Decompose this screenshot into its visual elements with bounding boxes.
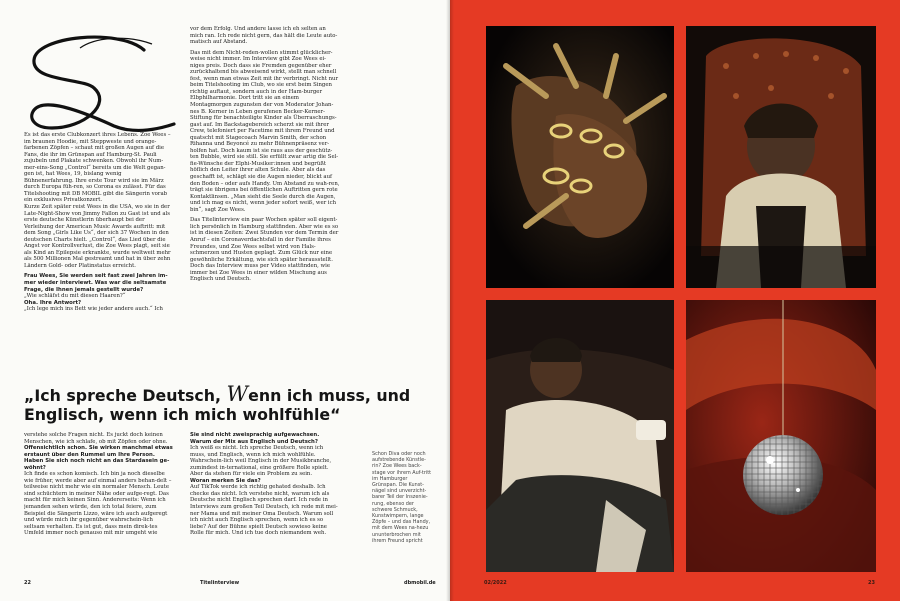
body-paragraph: Es ist das erste Clubkonzert ihres Lebens. Zoe Wees – im braunen Hoodie, mit Steppweste und orange-farbenen Zöpfen – schaut mit großen Augen auf die Fans, die ihr im Grünspan auf Hamburg-St. Pauli zujubeln und Plakate schwenken. Obwohl ihr Num-mer-eins-Song „Control“ bereits um die Welt gegan-gen ist, hat Wees, 19, bislang wenig Bühnenerfahrung. Ihre erste Tour wird sie im März durch Europa füh-ren, so Corona es zulässt. Für das Titelshooting mit DB MOBIL gibt die Sängerin vorab ein exklusives Privatkonzert. xyxy=(24,132,171,204)
body-paragraph: vor dem Erfolg. Und andere lasse ich eh selten an mich ran. Ich rede nicht gern, das hält die Leute auto-matisch auf Abstand. xyxy=(190,26,338,46)
pull-quote-part: „Ich spreche Deutsch, xyxy=(24,386,227,405)
disco-ball-photo xyxy=(686,300,876,572)
interview-answer: Ich weiß es nicht. Ich spreche Deutsch, wenn ich muss, und Englisch, wenn ich mich wohlfühle. Wahrschein-lich weil Englisch in der Musikbranche, zumindest in-ternational, eine größere Rolle spielt. Aber da stehen für viele ein Problem zu sein. xyxy=(190,445,332,478)
interview-question: Woran merken Sie das? xyxy=(190,477,261,484)
body-paragraph: Das mit dem Nicht-reden-wollen stimmt glücklicher-weise nicht immer. Im Interview gibt Zoe Wees ei-niges preis. Doch dass sie Fremden gegenüber eher zurückhaltend bis abweisend wirkt, stellt man schnell fest, wenn man etwas Zeit mit ihr verbringt. Nicht nur beim Titelshooting im Club, wo sie erst beim Singen richtig auftaut, sondern auch in der Ham-burger Elbphilharmonie. Dort tritt sie an einem Montagmorgen zugunsten der von Moderator Johan-nes B. Kerner in Leben gerufenen Becker-Kerner-Stiftung für benachteiligte Kinder als Überraschungs-gast auf. Im Backstagebereich scherzt sie mit ihrer Crew, telefoniert per Facetime mit ihrem Freund und quatscht mit Stagecoach Marvin Smith, der schon Rihanna und Beyoncé zu mehr Bühnenpräsenz ver-holfen hat. Doch kaum ist sie raus aus der geschütz-ten Bubble, wird sie still. Sie erfüllt zwar artig die Sel-fie-Wünsche der Elphi-Musiker:innen und begrüßt höflich den Leiter ihrer alten Schule. Aber als das geschafft ist, schlägt sie die Augen nieder, blickt auf den Boden – oder aufs Handy. Um Abstand zu wah-ren, trägt sie übrigens bei öffentlichen Auftritten gern rote Kontaktlinsen. „Man sieht die Seele durch die Augen, und ich mag es nicht, wenn jeder sofort weiß, wer ich bin“, sagt Zoe Wees. xyxy=(190,49,340,213)
singer-reclining-photo xyxy=(486,300,674,572)
interview-answer: verstehe solche Fragen nicht. Es juckt doch keinen Menschen, wie ich schlafe, ob mit Zöpfen oder ohne. xyxy=(24,432,168,445)
body-paragraph: Das Titelinterview ein paar Wochen später soll eigent-lich persönlich in Hamburg stattfinden. Aber wie es so ist in diesen Zeiten: Zwei Stunden vor dem Termin der Anruf – ein Coronaverdachtsfall in der Familie ihres Freundes, und Zoe Wees selbst wird von Hals-schmerzen und Husten geplagt. Zum Glück nur eine gewöhnliche Erkältung, wie sich später herausstellt. Doch das Interview muss per Video stattfinden, wie immer bei Zoe Wees in einer wilden Mischung aus Englisch und Deutsch. xyxy=(190,217,339,283)
interview-answer: Auf TikTok werde ich richtig gehated deshalb. Ich checke das nicht. Ich verstehe nicht, warum ich als Deutsche nicht Englisch sprechen darf. Ich rede in Interviews zum großen Teil Deutsch, ich rede mit mei-ner Mama und mit meiner Oma Deutsch. Warum soll ich nicht auch Englisch sprechen, wenn ich es so liebe? Auf der Bühne spielt Deutsch sowieso keine Rolle für mich. Und ich tue doch niemandem weh. xyxy=(190,484,338,537)
interview-answer: Ich finde es schon komisch. Ich bin ja noch dieselbe wie früher, werde aber auf einmal anders behan-delt – teilweise nicht mehr wie ein normaler Mensch. Leute sind schüchtern in meiner Nähe oder aufge-regt. Das macht für mich keinen Sinn. Andererseits: Wenn ich jemanden sehen würde, den ich total feiere, zum Beispiel die Sängerin Lizzo, wäre ich auch aufgeregt und würde mich ihr gegenüber wahrschein-lich seltsam verhalten. Es ist gut, dass mein direk-tes Umfeld immer noch genauso mit mir umgeht wie xyxy=(24,471,172,537)
hands-with-rings-photo xyxy=(486,26,674,288)
article-column-1 xyxy=(24,132,172,372)
interview-question: Offensichtlich schon. Sie wirken manchmal etwas erstaunt über den Rummel um Ihre Person. Haben Sie sich noch nicht an das Stardasein ge-wöhnt? xyxy=(24,445,173,471)
interview-question: Oha. Ihre Antwort? xyxy=(24,299,82,306)
website-label: dbmobil.de xyxy=(404,580,436,586)
interview-answer: „Wie schläfst du mit diesen Haaren?“ xyxy=(24,293,126,300)
interview-answer: „Ich lege mich ins Bett wie jeder andere auch.“ Ich xyxy=(24,306,163,313)
pull-quote-part: enn ich muss, und Englisch, wenn ich mich wohlfühle“ xyxy=(24,386,411,424)
interview-question: Frau Wees, Sie werden seit fast zwei Jahren im-mer wieder interviewt. Was war die seltsamste Frage, die Ihnen jemals gestellt wurde? xyxy=(24,273,168,293)
issue-date: 02/2022 xyxy=(484,580,507,586)
section-label: Titelinterview xyxy=(200,580,240,586)
page-gutter xyxy=(446,0,454,601)
photo-caption: Schon Diva oder noch aufstrebende Künstle-rin? Zoe Wees back-stage vor ihrem Auf-tritt im Hamburger Grünspan. Die Kunst-nägel sind unverzicht-barer Teil der Inszenie-rung, ebenso der schwere Schmuck, Kunstwimpern, lange Zöpfe – und das Handy, mit dem Wees na-hezu ununterbrochen mit ihrem Freund spricht xyxy=(372,451,432,544)
pull-quote-script-letter: W xyxy=(226,382,249,406)
article-column-3 xyxy=(24,432,174,580)
page-number-left: 22 xyxy=(24,580,31,586)
page-number-right: 23 xyxy=(868,580,875,586)
pull-quote xyxy=(24,382,434,424)
body-paragraph: Kurze Zeit später reist Wees in die USA, wo sie in der Late-Night-Show von Jimmy Fallon zu Gast ist und als erste deutsche Künstlerin überhaupt bei der Verleihung der American Music Awards auftritt: mit dem Song „Girls Like Us“, der sich 37 Wochen in den deutschen Charts hielt. „Control“, das Lied über die Angst vor Kontrollverlust, die Zoe Wees plagt, seit sie als Kind an Epilepsie erkrankte, wurde weltweit mehr als 500 Millionen Mal gestreamt und hat in über zehn Ländern Gold- oder Platinstatus erreicht. xyxy=(24,204,171,269)
decorative-initial-s xyxy=(24,30,184,140)
interview-question: Sie sind nicht zweisprachig aufgewachsen. Warum der Mix aus Englisch und Deutsch? xyxy=(190,432,320,445)
portrait-in-armchair-photo xyxy=(686,26,876,288)
article-column-4 xyxy=(190,432,340,580)
article-column-2 xyxy=(190,26,340,372)
